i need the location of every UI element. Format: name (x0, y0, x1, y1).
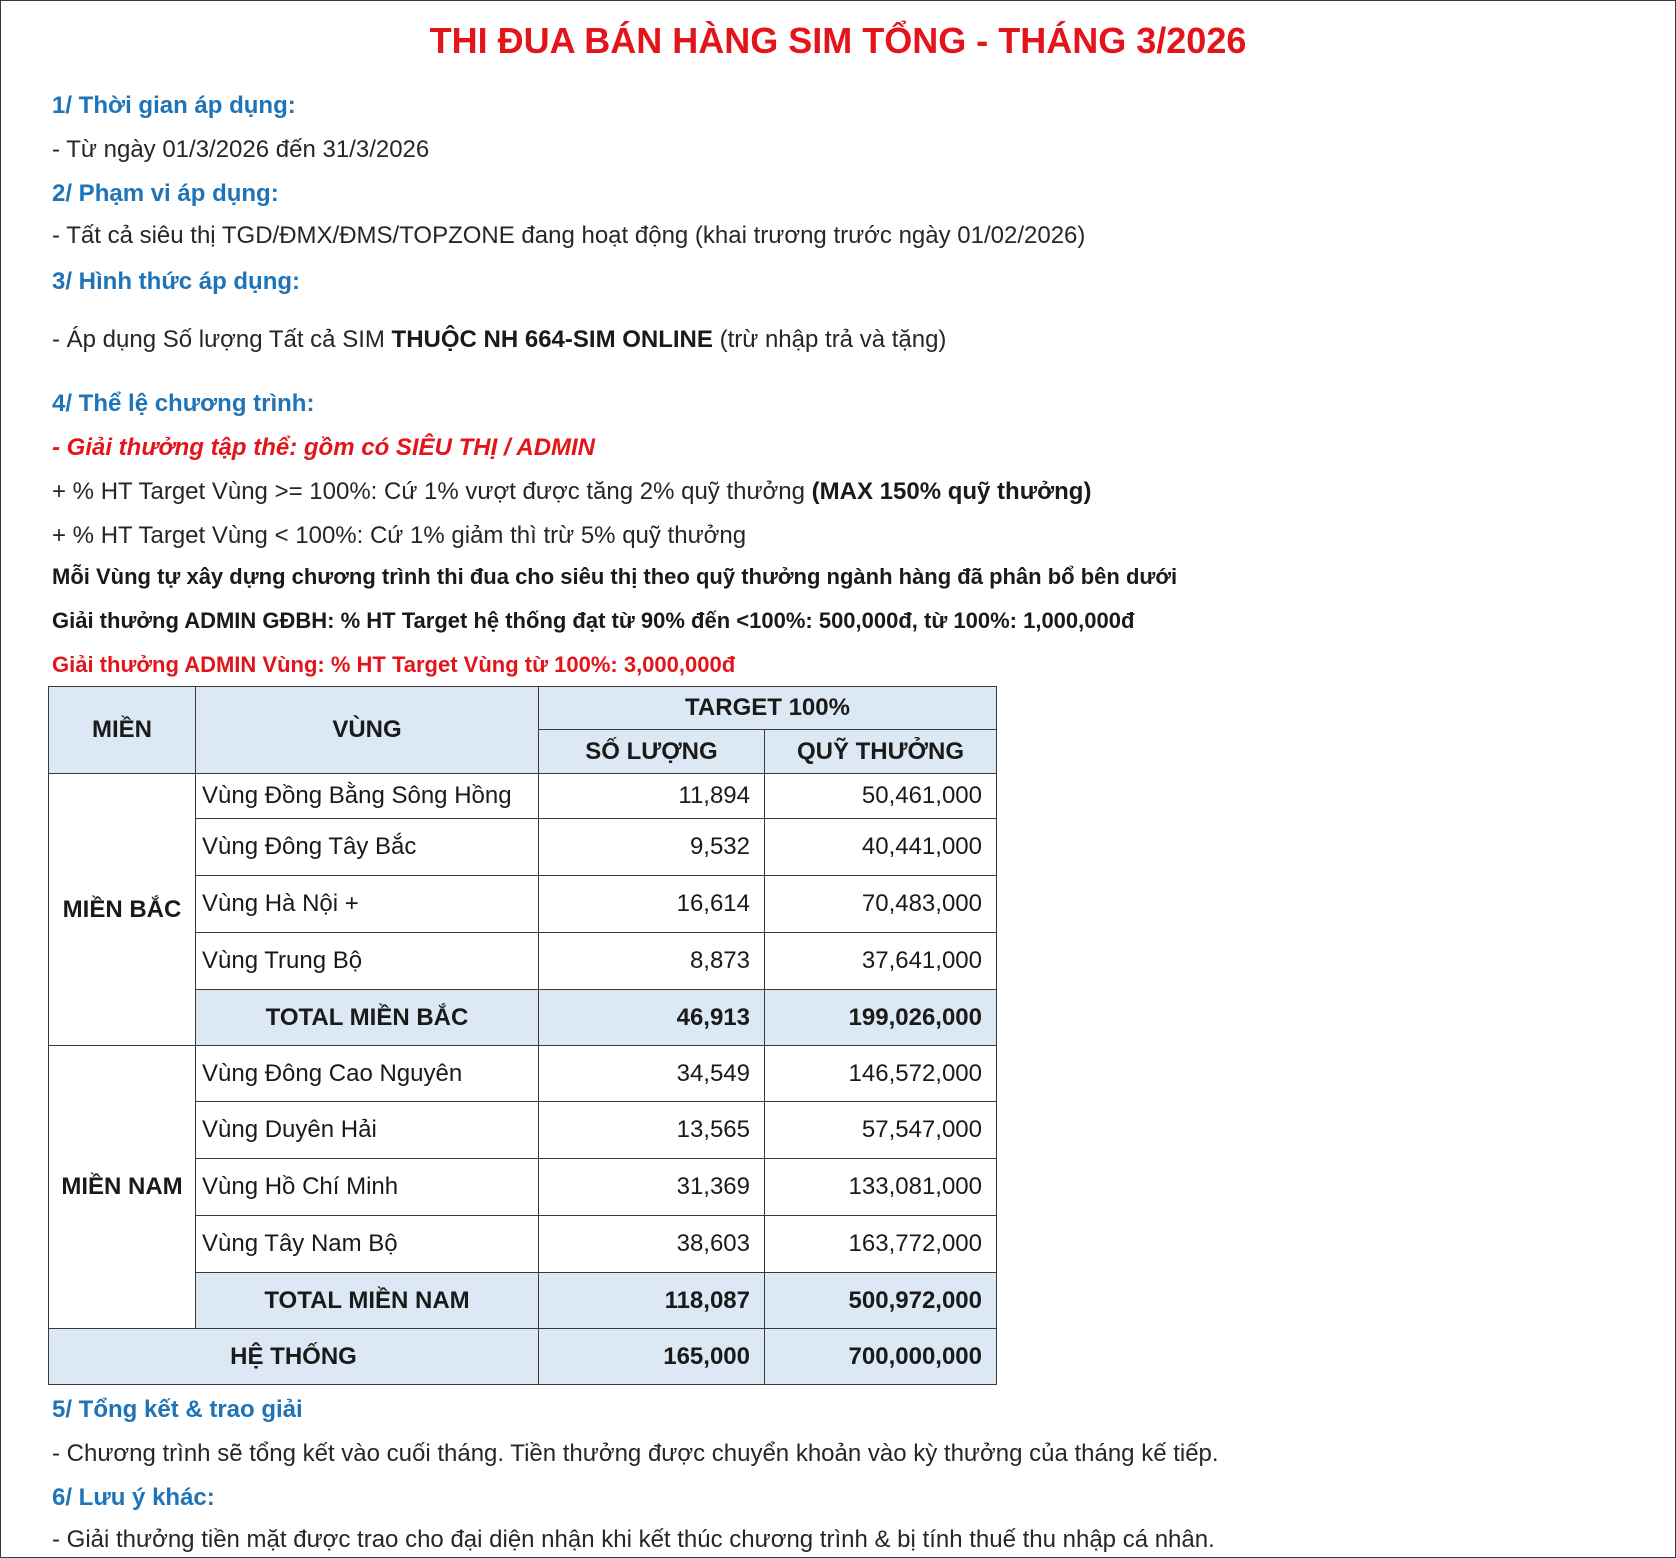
zone-name: Vùng Hà Nội + (196, 876, 539, 933)
section4-heading: 4/ Thể lệ chương trình: (52, 390, 315, 417)
zone-qty: 13,565 (539, 1102, 765, 1159)
section2-heading: 2/ Phạm vi áp dụng: (52, 180, 279, 207)
region-south: MIỀN NAM (49, 1046, 196, 1329)
section2-line: - Tất cả siêu thị TGD/ĐMX/ĐMS/TOPZONE đang hoạt động (khai trương trước ngày 01/02/2026) (52, 222, 1086, 249)
total-fund: 199,026,000 (765, 990, 997, 1046)
zone-fund: 163,772,000 (765, 1216, 997, 1273)
zone-fund: 146,572,000 (765, 1046, 997, 1102)
zone-fund: 133,081,000 (765, 1159, 997, 1216)
page-title: THI ĐUA BÁN HÀNG SIM TỔNG - THÁNG 3/2026 (429, 20, 1247, 61)
section6-line: - Giải thưởng tiền mặt được trao cho đại diện nhận khi kết thúc chương trình & bị tính thuế thu nhập cá nhân. (52, 1526, 1215, 1553)
total-label: TOTAL MIỀN BẮC (196, 990, 539, 1046)
system-label: HỆ THỐNG (49, 1329, 539, 1385)
system-qty: 165,000 (539, 1329, 765, 1385)
group-award-line: - Giải thưởng tập thể: gồm có SIÊU THỊ / ADMIN (52, 434, 596, 461)
zone-fund: 40,441,000 (765, 819, 997, 876)
zone-qty: 34,549 (539, 1046, 765, 1102)
header-target: TARGET 100% (539, 687, 997, 730)
system-total-row (49, 1329, 997, 1385)
total-qty: 46,913 (539, 990, 765, 1046)
section3-line-bold: THUỘC NH 664-SIM ONLINE (391, 326, 713, 353)
rule2-line: + % HT Target Vùng < 100%: Cứ 1% giảm thì trừ 5% quỹ thưởng (52, 522, 747, 549)
zone-name: Vùng Đông Tây Bắc (196, 819, 539, 876)
zone-qty: 8,873 (539, 933, 765, 990)
table-header-row (49, 687, 997, 730)
section3-heading: 3/ Hình thức áp dụng: (52, 268, 301, 295)
zone-qty: 16,614 (539, 876, 765, 933)
section6-heading: 6/ Lưu ý khác: (52, 1484, 215, 1511)
zone-qty: 11,894 (539, 774, 765, 819)
zone-name: Vùng Tây Nam Bộ (196, 1216, 539, 1273)
zone-qty: 38,603 (539, 1216, 765, 1273)
header-region: MIỀN (49, 687, 196, 774)
target-table (48, 686, 997, 1385)
section1-line: - Từ ngày 01/3/2026 đến 31/3/2026 (52, 136, 430, 163)
header-qty: SỐ LƯỢNG (539, 730, 765, 774)
header-fund: QUỸ THƯỞNG (765, 730, 997, 774)
zone-name: Vùng Duyên Hải (196, 1102, 539, 1159)
rule1-line (52, 478, 1091, 506)
total-qty: 118,087 (539, 1273, 765, 1329)
note2-line: Giải thưởng ADMIN GĐBH: % HT Target hệ thống đạt từ 90% đến <100%: 500,000đ, từ 100%: 1,000,000đ (52, 608, 1135, 633)
zone-fund: 57,547,000 (765, 1102, 997, 1159)
zone-name: Vùng Trung Bộ (196, 933, 539, 990)
zone-fund: 70,483,000 (765, 876, 997, 933)
section3-line (52, 326, 946, 354)
section1-heading: 1/ Thời gian áp dụng: (52, 92, 296, 119)
system-fund: 700,000,000 (765, 1329, 997, 1385)
zone-name: Vùng Đồng Bằng Sông Hồng (196, 774, 539, 819)
table-row (49, 1046, 997, 1102)
zone-fund: 50,461,000 (765, 774, 997, 819)
section3-line-suffix: (trừ nhập trả và tặng) (712, 326, 947, 353)
region-north: MIỀN BẮC (49, 774, 196, 1046)
total-fund: 500,972,000 (765, 1273, 997, 1329)
zone-qty: 31,369 (539, 1159, 765, 1216)
header-zone: VÙNG (196, 687, 539, 774)
rule1-prefix: + % HT Target Vùng >= 100%: Cứ 1% vượt được tăng 2% quỹ thưởng (52, 478, 812, 505)
note3-line: Giải thưởng ADMIN Vùng: % HT Target Vùng từ 100%: 3,000,000đ (52, 652, 736, 677)
zone-fund: 37,641,000 (765, 933, 997, 990)
section3-line-prefix: - Áp dụng Số lượng Tất cả SIM (52, 326, 392, 353)
zone-name: Vùng Đông Cao Nguyên (196, 1046, 539, 1102)
zone-name: Vùng Hồ Chí Minh (196, 1159, 539, 1216)
zone-qty: 9,532 (539, 819, 765, 876)
table-row (49, 774, 997, 819)
total-label: TOTAL MIỀN NAM (196, 1273, 539, 1329)
section5-heading: 5/ Tổng kết & trao giải (52, 1396, 303, 1423)
section5-line: - Chương trình sẽ tổng kết vào cuối tháng. Tiền thưởng được chuyển khoản vào kỳ thưởng của tháng kế tiếp. (52, 1440, 1219, 1467)
note1-line: Mỗi Vùng tự xây dựng chương trình thi đua cho siêu thị theo quỹ thưởng ngành hàng đã phân bổ bên dưới (52, 564, 1178, 589)
rule1-bold: (MAX 150% quỹ thưởng) (811, 478, 1092, 505)
